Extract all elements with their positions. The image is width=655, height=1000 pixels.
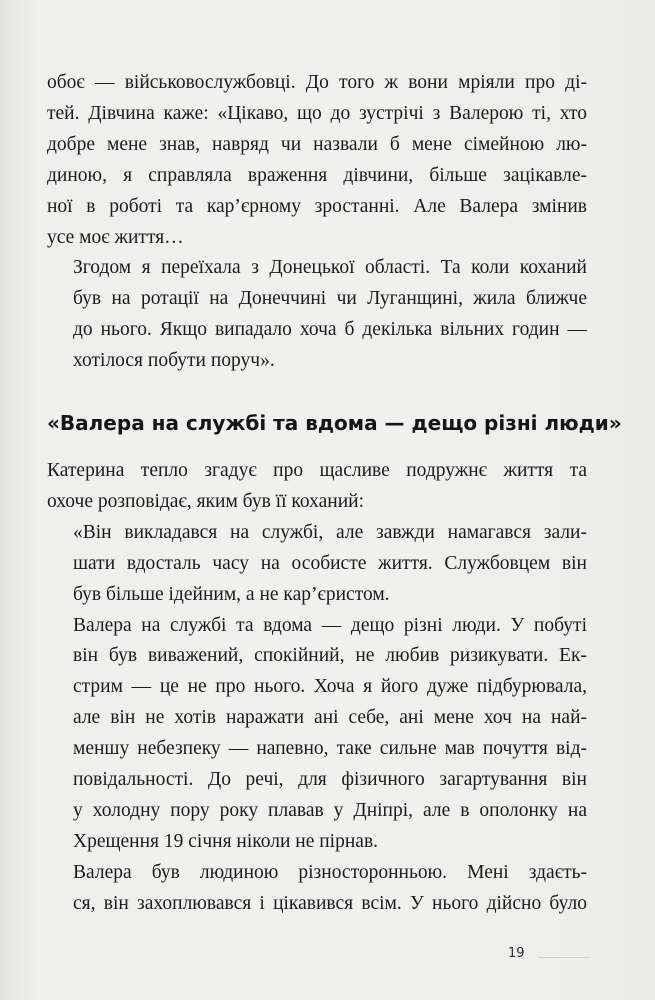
bottom-text-block — [47, 456, 587, 920]
paragraph — [47, 518, 587, 611]
text-line: Валера був людиною різносторонньою. Мені здаєть- — [73, 861, 587, 883]
text-line: ної в роботі та кар’єрному зростанні. Але Валера змінив — [47, 195, 587, 217]
text-line: повідальності. До речі, для фізичного загартування він — [73, 769, 587, 791]
text-line: диною, я справляла враження дівчини, більше зацікавле- — [47, 164, 587, 186]
section-heading: «Валера на службі та вдома — дещо різні люди» — [47, 411, 622, 435]
text-line: був більше ідейним, а не кар’єристом. — [73, 583, 390, 605]
page-number: 19 — [508, 946, 525, 961]
text-line: але він не хотів наражати ані себе, ані мене хоч на най- — [73, 707, 587, 729]
text-line: Хрещення 19 січня ніколи не пірнав. — [73, 830, 379, 852]
paragraph — [47, 456, 587, 518]
paragraph — [47, 858, 587, 920]
text-line: до нього. Якщо випадало хоча б декілька вільних годин — — [73, 319, 587, 341]
text-line: тей. Дівчина каже: «Цікаво, що до зустрічі з Валерою ті, хто — [47, 102, 587, 124]
text-line: Катерина тепло згадує про щасливе подружнє життя та — [47, 460, 587, 481]
text-line: ся, він захоплювався і цікавився всім. У нього дійсно було — [73, 892, 587, 914]
paragraph — [47, 68, 587, 253]
text-line: він був виважений, спокійний, не любив ризикувати. Ек- — [73, 645, 587, 667]
paragraph — [47, 253, 587, 377]
footer-rule — [538, 957, 590, 958]
paragraph — [47, 611, 587, 858]
text-line: хотілося побути поруч». — [73, 350, 275, 372]
text-line: шати вдосталь часу на особисте життя. Службовцем він — [73, 552, 587, 574]
text-line: охоче розповідає, яким був її коханий: — [47, 490, 364, 512]
text-line: усе моє життя… — [47, 226, 184, 248]
text-line: обоє — військовослужбовці. До того ж вони мріяли про ді- — [47, 72, 587, 93]
text-line: «Він викладався на службі, але завжди намагався зали- — [73, 521, 587, 543]
text-line: Валера на службі та вдома — дещо різні люди. У побуті — [73, 614, 587, 636]
text-line: був на ротації на Донеччині чи Луганщині, жила ближче — [73, 288, 587, 310]
text-line: стрим — це не про нього. Хоча я його дуже підбурювала, — [73, 676, 587, 698]
text-line: у холодну пору року плавав у Дніпрі, але в ополонку на — [73, 799, 587, 821]
text-line: добре мене знав, навряд чи назвали б мене сімейною лю- — [47, 133, 587, 155]
text-line: меншу небезпеку — напевно, таке сильне мав почуття від- — [73, 738, 587, 760]
top-text-block — [47, 68, 587, 377]
text-line: Згодом я переїхала з Донецької області. Та коли коханий — [73, 257, 587, 279]
